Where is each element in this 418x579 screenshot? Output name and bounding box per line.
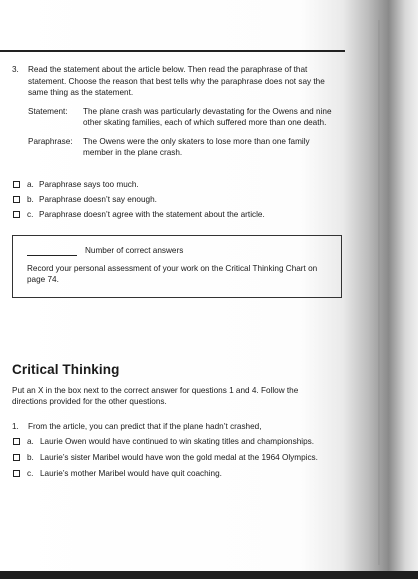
paraphrase-row — [12, 136, 332, 158]
statement-text: The plane crash was particularly devastating for the Owens and nine other skating families, each of which suffered more than one death. — [83, 106, 332, 127]
question-3-prompt: Read the statement about the article below. Then read the paraphrase of that statement. Choose the reason that best tells why the paraphrase does not say the same thing as the statement. — [28, 65, 325, 98]
statement-row — [12, 106, 332, 128]
answer-checkbox[interactable] — [13, 470, 20, 477]
option-letter: b. — [27, 195, 34, 204]
option-text: Paraphrase says too much. — [39, 180, 139, 189]
paraphrase-label: Paraphrase: — [28, 136, 73, 146]
question-1-number: 1. — [12, 422, 19, 431]
top-rule — [0, 50, 345, 52]
question-3-number: 3. — [12, 65, 19, 74]
option-letter: a. — [27, 180, 34, 189]
statement-label: Statement: — [28, 106, 68, 116]
option-letter: a. — [27, 437, 34, 446]
question-3-option-b[interactable] — [13, 194, 343, 209]
score-label: Number of correct answers — [85, 246, 184, 255]
option-text: Laurie Owen would have continued to win skating titles and championships. — [40, 437, 314, 446]
answer-checkbox[interactable] — [13, 438, 20, 445]
option-text: Paraphrase doesn’t agree with the statement about the article. — [39, 210, 265, 219]
score-line — [27, 245, 327, 256]
section-intro: Put an X in the box next to the correct answer for questions 1 and 4. Follow the directions provided for the other questions. — [12, 386, 299, 406]
question-3-option-a[interactable] — [13, 179, 343, 194]
score-blank[interactable] — [27, 247, 77, 256]
question-1-option-a[interactable] — [13, 436, 342, 447]
question-3 — [12, 64, 332, 158]
score-box — [12, 235, 342, 298]
question-1-option-b[interactable] — [13, 452, 342, 463]
question-1-option-c[interactable] — [13, 468, 342, 479]
option-letter: c. — [27, 210, 34, 219]
bottom-edge — [0, 571, 418, 579]
question-3-options — [13, 179, 343, 224]
answer-checkbox[interactable] — [13, 181, 20, 188]
answer-checkbox[interactable] — [13, 196, 20, 203]
answer-checkbox[interactable] — [13, 454, 20, 461]
option-letter: b. — [27, 453, 34, 462]
option-text: Laurie’s sister Maribel would have won the gold medal at the 1964 Olympics. — [40, 453, 318, 462]
score-note: Record your personal assessment of your work on the Critical Thinking Chart on page 74. — [27, 264, 318, 284]
question-1 — [12, 421, 342, 484]
page-edge-shadow — [378, 20, 380, 565]
option-letter: c. — [27, 469, 34, 478]
section-title: Critical Thinking — [12, 362, 120, 377]
paraphrase-text: The Owens were the only skaters to lose more than one family member in the plane crash. — [83, 136, 310, 157]
question-1-options — [13, 436, 342, 479]
answer-checkbox[interactable] — [13, 211, 20, 218]
question-1-prompt: From the article, you can predict that if the plane hadn’t crashed, — [28, 422, 262, 431]
question-3-option-c[interactable] — [13, 209, 343, 224]
option-text: Laurie’s mother Maribel would have quit coaching. — [40, 469, 222, 478]
option-text: Paraphrase doesn’t say enough. — [39, 195, 157, 204]
